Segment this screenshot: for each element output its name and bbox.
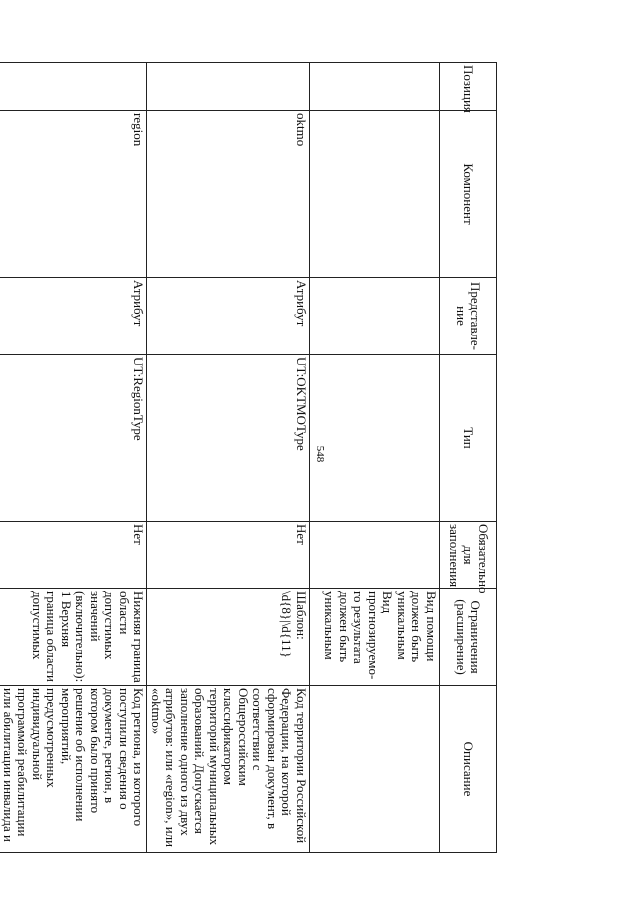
cell-type: UT:RegionType (0, 355, 147, 522)
cell-position (147, 63, 310, 111)
cell-required (310, 522, 440, 589)
cell-restrictions: Шаблон: \d{8}|\d{11} (147, 589, 310, 686)
cell-component: oktmo (147, 111, 310, 278)
header-restrictions: Ограничения (расширение) (440, 589, 497, 686)
cell-required: Нет (147, 522, 310, 589)
cell-position (0, 63, 147, 111)
header-component: Компонент (440, 111, 497, 278)
rotated-page-area (1, 62, 497, 852)
cell-description: Код территории Российской Федерации, на которой сформирован документ, в соответствии с Общероссийским классификатором территорий муниципальных образований. Допускается заполнение одного из двух атрибутов: или «region», или «oktmo» (147, 686, 310, 853)
cell-restrictions: Вид помощи должен быть уникальным Вид прогнозируемо-го результата должен быть уникальным (310, 589, 440, 686)
table-row (310, 63, 440, 853)
header-description: Описание (440, 686, 497, 853)
cell-restrictions: Нижняя граница области допустимых значений (включительно): 1 Верхняя граница области допустимых (0, 589, 147, 686)
cell-component: region (0, 111, 147, 278)
cell-component (310, 111, 440, 278)
page-number: 548 (314, 445, 326, 463)
table-row (0, 63, 147, 853)
cell-type: UT:OKTMOType (147, 355, 310, 522)
table-header-row (440, 63, 497, 853)
header-required: Обязательно для заполнения (440, 522, 497, 589)
header-representation: Представле-ние (440, 278, 497, 355)
cell-position (310, 63, 440, 111)
table-row (147, 63, 310, 853)
cell-representation: Атрибут (0, 278, 147, 355)
cell-type (310, 355, 440, 522)
header-position: Позиция (440, 63, 497, 111)
header-type: Тип (440, 355, 497, 522)
cell-representation: Атрибут (147, 278, 310, 355)
cell-description (310, 686, 440, 853)
cell-description: Код региона, из которого поступили сведения о документе, регион, в котором было принято решение об исполнении мероприятий, предусмотренных индивидуальной программой реабилитации или абилитации инвалида и (0, 686, 147, 853)
components-table (0, 62, 497, 853)
cell-required: Нет (0, 522, 147, 589)
rotated-table-container (1, 62, 497, 852)
cell-representation (310, 278, 440, 355)
